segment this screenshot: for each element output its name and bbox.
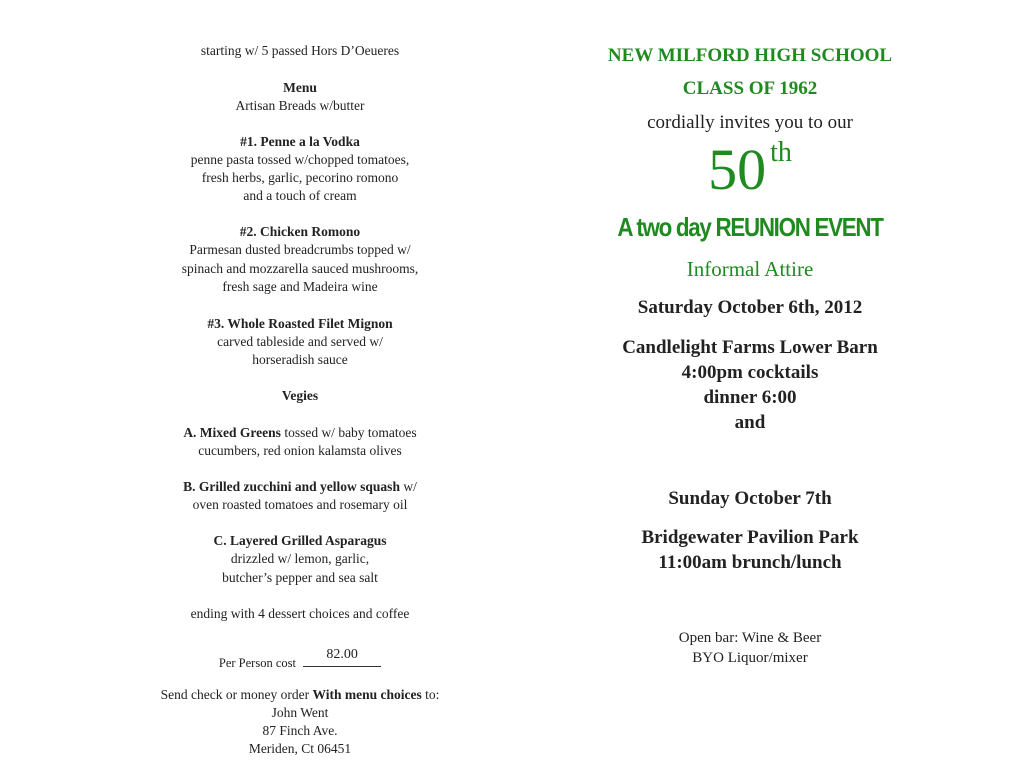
event-title: A two day REUNION EVENT	[617, 212, 883, 242]
day1-venue: Candlelight Farms Lower Barn	[622, 337, 878, 358]
day1-cocktails: 4:00pm cocktails	[681, 362, 819, 383]
cost-value: 82.00	[326, 647, 358, 662]
entree-3-line: horseradish sauce	[252, 352, 348, 367]
anniversary-mark	[560, 137, 940, 202]
veg-a-label: A. Mixed Greens	[183, 425, 281, 440]
entree-2-title: #2. Chicken Romono	[239, 224, 361, 239]
address-line: 87 Finch Ave.	[262, 723, 338, 738]
anniversary-suffix: th	[770, 137, 792, 168]
send-prefix: Send check or money order	[160, 687, 313, 702]
send-suffix: to:	[421, 687, 440, 702]
and-connector: and	[734, 412, 766, 433]
veg-c-label: C. Layered Grilled Asparagus	[213, 533, 387, 548]
send-bold: With menu choices	[312, 687, 422, 702]
entree-3-title: #3. Whole Roasted Filet Mignon	[207, 316, 393, 331]
cost-field	[303, 647, 381, 667]
entree-1-line: penne pasta tossed w/chopped tomatoes,	[190, 152, 410, 167]
entree-3-line: carved tableside and served w/	[217, 334, 383, 349]
day1-date: Saturday October 6th, 2012	[637, 297, 863, 318]
anniversary-number: 50	[708, 137, 767, 202]
veg-a-line-2: cucumbers, red onion kalamsta olives	[198, 443, 402, 458]
veg-b-label: B. Grilled zucchini and yellow squash	[183, 479, 400, 494]
veg-a-description: tossed w/ baby tomatoes	[280, 425, 417, 440]
veg-a-line	[100, 424, 500, 442]
day1-dinner: dinner 6:00	[703, 387, 797, 408]
veg-b-line-2: oven roasted tomatoes and rosemary oil	[192, 497, 408, 512]
address-line: John Went	[271, 705, 329, 720]
day2-date: Sunday October 7th	[668, 488, 832, 509]
bar-line: Open bar: Wine & Beer	[678, 630, 822, 646]
cost-label: Per Person cost	[218, 656, 296, 670]
entree-1-line: fresh herbs, garlic, pecorino romono	[201, 170, 399, 185]
menu-intro: starting w/ 5 passed Hors D’Oeueres	[200, 43, 400, 58]
attire: Informal Attire	[686, 257, 814, 281]
address-line: Meriden, Ct 06451	[248, 741, 352, 756]
entree-2-line: Parmesan dusted breadcrumbs topped w/	[189, 242, 411, 257]
day2-venue: Bridgewater Pavilion Park	[641, 527, 859, 548]
menu-heading: Menu	[283, 80, 317, 95]
bar-line: BYO Liquor/mixer	[692, 650, 808, 666]
send-line	[100, 686, 500, 704]
entree-2-line: spinach and mozzarella sauced mushrooms,	[181, 261, 419, 276]
entree-1-line: and a touch of cream	[243, 188, 357, 203]
school-name: NEW MILFORD HIGH SCHOOL	[607, 45, 893, 66]
veg-b-description: w/	[399, 479, 417, 494]
invite-line: cordially invites you to our	[647, 112, 853, 133]
veg-c-line: drizzled w/ lemon, garlic,	[230, 551, 370, 566]
vegies-heading: Vegies	[281, 388, 319, 403]
entree-1-title: #1. Penne a la Vodka	[240, 134, 360, 149]
bread-item: Artisan Breads w/butter	[235, 98, 365, 113]
veg-b-line	[100, 478, 500, 496]
veg-c-line: butcher’s pepper and sea salt	[222, 570, 378, 585]
day2-time: 11:00am brunch/lunch	[658, 552, 842, 573]
ending-line: ending with 4 dessert choices and coffee	[190, 606, 410, 621]
cost-row	[100, 647, 500, 672]
entree-2-line: fresh sage and Madeira wine	[222, 279, 378, 294]
class-year: CLASS OF 1962	[682, 78, 818, 99]
